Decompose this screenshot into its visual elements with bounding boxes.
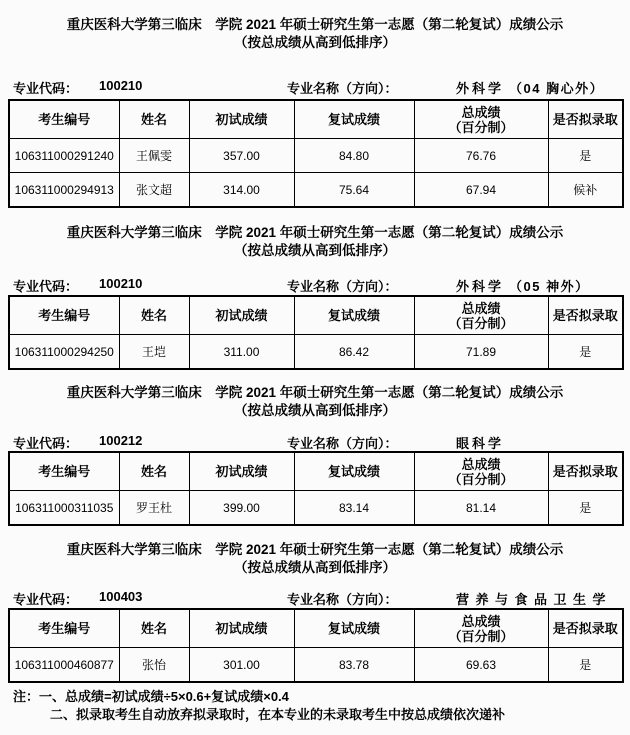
header-exam-id: 考生编号 (9, 452, 119, 491)
major-name-value: 外科学 (456, 81, 505, 96)
score-table (8, 295, 624, 370)
header-exam-id: 考生编号 (9, 296, 119, 335)
header-total-line2: （百分制） (448, 628, 514, 644)
header-admitted: 是否拟录取 (548, 609, 623, 648)
cell-total-score: 71.89 (414, 335, 548, 370)
report-title: 重庆医科大学第三临床 学院 2021 年硕士研究生第一志愿（第二轮复试）成绩公示 (66, 225, 564, 240)
major-code-label: 专业代码： (13, 279, 79, 294)
score-table (8, 451, 624, 526)
header-total-score (414, 100, 548, 139)
cell-admitted: 是 (548, 139, 623, 173)
major-meta-row (0, 433, 630, 449)
cell-exam-id: 106311000291240 (9, 139, 119, 173)
cell-initial-score: 314.00 (189, 173, 294, 208)
major-name-label: 专业名称（方向）： (287, 279, 398, 294)
header-retest-score: 复试成绩 (294, 100, 414, 139)
header-total-line2: （百分制） (448, 119, 514, 135)
cell-exam-id: 106311000294913 (9, 173, 119, 208)
header-retest-score: 复试成绩 (294, 609, 414, 648)
table-row (9, 335, 623, 370)
major-direction-value: （04 胸心外） (509, 81, 605, 96)
table-row (9, 491, 623, 526)
cell-name: 王佩雯 (119, 139, 189, 173)
header-row (9, 609, 623, 648)
footnote-item-2: 二、拟录取考生自动放弃拟录取时，在本专业的未录取考生中按总成绩依次递补 (50, 707, 506, 722)
footnote-item-1: 一、总成绩=初试成绩÷5×0.6+复试成绩×0.4 (39, 689, 289, 704)
section-title-block (0, 16, 630, 52)
header-total-line1: 总成绩 (461, 104, 501, 120)
cell-admitted: 候补 (548, 173, 623, 208)
header-admitted: 是否拟录取 (548, 452, 623, 491)
header-initial-score: 初试成绩 (189, 609, 294, 648)
footnote-prefix: 注： (13, 689, 40, 704)
header-retest-score: 复试成绩 (294, 296, 414, 335)
report-title: 重庆医科大学第三临床 学院 2021 年硕士研究生第一志愿（第二轮复试）成绩公示 (66, 17, 564, 32)
major-code-label: 专业代码： (13, 436, 79, 451)
table-row (9, 139, 623, 173)
header-exam-id: 考生编号 (9, 100, 119, 139)
report-subtitle: （按总成绩从高到低排序） (234, 560, 396, 575)
table-row (9, 173, 623, 208)
report-section-nutrition (0, 541, 630, 683)
header-admitted: 是否拟录取 (548, 296, 623, 335)
major-direction-value: （05 神外） (509, 279, 590, 294)
header-total-score (414, 452, 548, 491)
header-name: 姓名 (119, 100, 189, 139)
cell-total-score: 69.63 (414, 648, 548, 683)
major-name-value: 眼科学 (456, 436, 505, 451)
major-code-value: 100210 (99, 276, 143, 291)
header-row (9, 452, 623, 491)
section-title-block (0, 541, 630, 577)
header-retest-score: 复试成绩 (294, 452, 414, 491)
major-code-value: 100403 (99, 589, 143, 604)
header-row (9, 296, 623, 335)
cell-admitted: 是 (548, 648, 623, 683)
header-admitted: 是否拟录取 (548, 100, 623, 139)
report-section-ophthalmology (0, 384, 630, 526)
header-total-line1: 总成绩 (461, 456, 501, 472)
report-title: 重庆医科大学第三临床 学院 2021 年硕士研究生第一志愿（第二轮复试）成绩公示 (66, 385, 564, 400)
footnote-line-2 (50, 706, 505, 724)
major-meta-row (0, 276, 630, 292)
report-section-surgery-04 (0, 16, 630, 208)
footnotes (13, 688, 505, 724)
report-subtitle: （按总成绩从高到低排序） (234, 403, 396, 418)
cell-initial-score: 301.00 (189, 648, 294, 683)
header-total-line1: 总成绩 (461, 613, 501, 629)
cell-total-score: 81.14 (414, 491, 548, 526)
cell-retest-score: 83.14 (294, 491, 414, 526)
header-name: 姓名 (119, 609, 189, 648)
header-total-line2: （百分制） (448, 315, 514, 331)
report-title: 重庆医科大学第三临床 学院 2021 年硕士研究生第一志愿（第二轮复试）成绩公示 (66, 542, 564, 557)
major-name-value: 营养与食品卫生学 (456, 592, 613, 607)
score-table (8, 608, 624, 683)
header-initial-score: 初试成绩 (189, 452, 294, 491)
header-row (9, 100, 623, 139)
major-code-label: 专业代码： (13, 592, 79, 607)
cell-exam-id: 106311000460877 (9, 648, 119, 683)
header-name: 姓名 (119, 296, 189, 335)
cell-name: 张文超 (119, 173, 189, 208)
header-total-score (414, 609, 548, 648)
header-total-score (414, 296, 548, 335)
cell-retest-score: 84.80 (294, 139, 414, 173)
cell-total-score: 67.94 (414, 173, 548, 208)
cell-admitted: 是 (548, 491, 623, 526)
header-initial-score: 初试成绩 (189, 100, 294, 139)
report-section-surgery-05 (0, 224, 630, 370)
cell-retest-score: 83.78 (294, 648, 414, 683)
cell-exam-id: 106311000311035 (9, 491, 119, 526)
cell-name: 王垲 (119, 335, 189, 370)
cell-name: 张怡 (119, 648, 189, 683)
cell-initial-score: 399.00 (189, 491, 294, 526)
header-total-line2: （百分制） (448, 471, 514, 487)
header-name: 姓名 (119, 452, 189, 491)
report-subtitle: （按总成绩从高到低排序） (234, 35, 396, 50)
section-title-block (0, 224, 630, 260)
header-initial-score: 初试成绩 (189, 296, 294, 335)
header-total-line1: 总成绩 (461, 300, 501, 316)
major-name-label: 专业名称（方向）： (287, 592, 398, 607)
report-subtitle: （按总成绩从高到低排序） (234, 243, 396, 258)
major-meta-row (0, 78, 630, 94)
table-row (9, 648, 623, 683)
score-table (8, 99, 624, 208)
cell-total-score: 76.76 (414, 139, 548, 173)
cell-exam-id: 106311000294250 (9, 335, 119, 370)
major-name-label: 专业名称（方向）： (287, 81, 398, 96)
major-meta-row (0, 589, 630, 605)
major-name-value: 外科学 (456, 279, 505, 294)
footnote-line-1 (13, 688, 505, 706)
cell-initial-score: 311.00 (189, 335, 294, 370)
section-title-block (0, 384, 630, 420)
major-code-value: 100210 (99, 78, 143, 93)
cell-initial-score: 357.00 (189, 139, 294, 173)
major-name-label: 专业名称（方向）： (287, 436, 398, 451)
header-exam-id: 考生编号 (9, 609, 119, 648)
major-code-value: 100212 (99, 433, 143, 448)
cell-retest-score: 75.64 (294, 173, 414, 208)
cell-name: 罗王杜 (119, 491, 189, 526)
cell-retest-score: 86.42 (294, 335, 414, 370)
cell-admitted: 是 (548, 335, 623, 370)
major-code-label: 专业代码： (13, 81, 79, 96)
